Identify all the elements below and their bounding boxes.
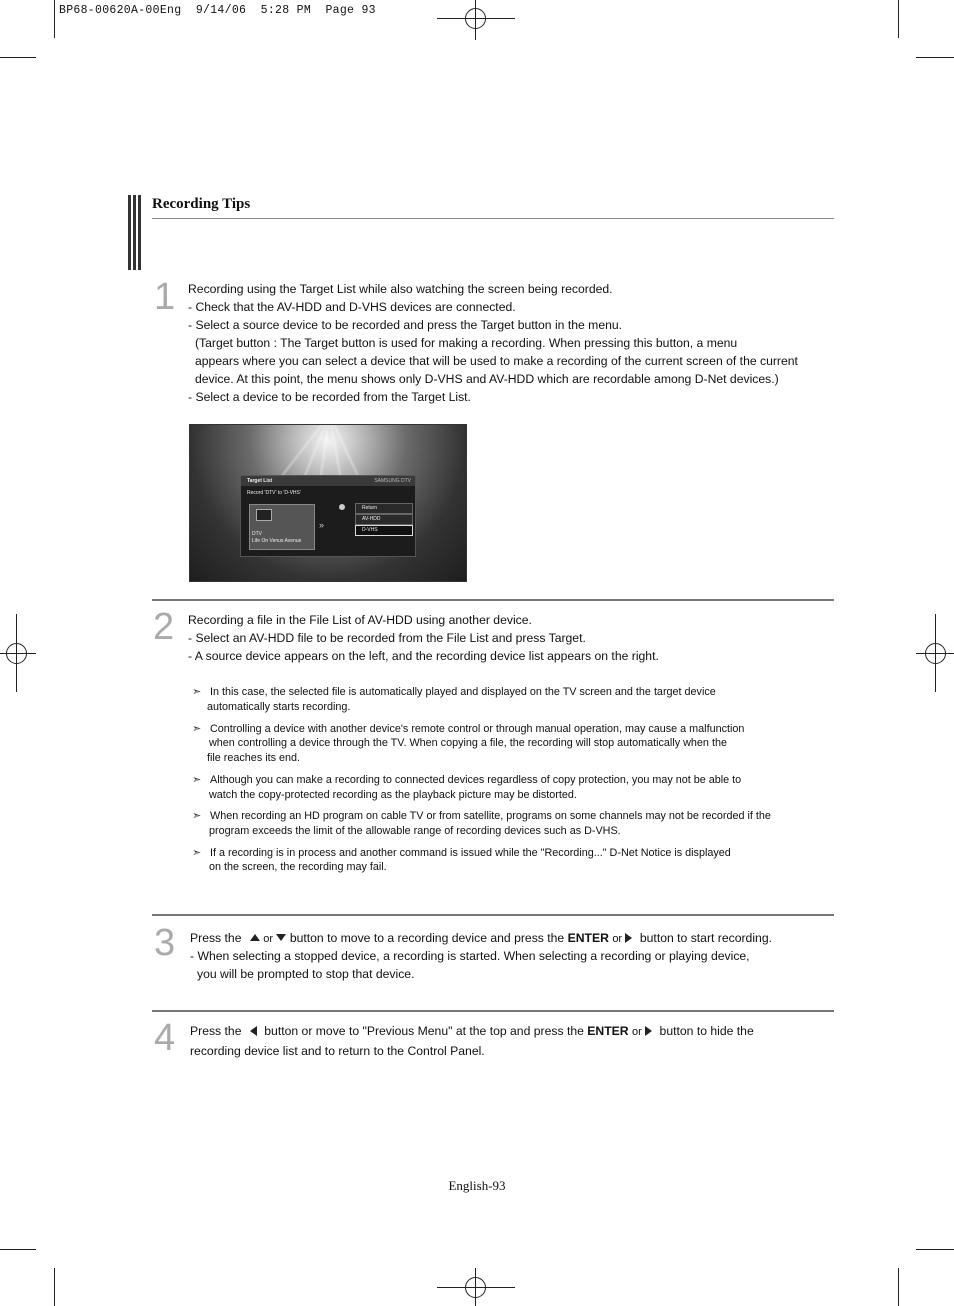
- print-header: BP68-00620A-00Eng 9/14/06 5:28 PM Page 93: [59, 4, 376, 17]
- step-4-number: 4: [154, 1017, 176, 1059]
- tv-screen-illustration: [189, 424, 467, 582]
- note-line: file reaches its end.: [207, 752, 301, 764]
- step-3-number: 3: [154, 922, 176, 964]
- right-arrow-icon: [645, 1026, 652, 1036]
- note-marker-icon: ➣: [192, 686, 202, 698]
- source-preview: [249, 504, 315, 550]
- title-bar-decoration: [128, 195, 142, 270]
- section-divider: [152, 1010, 834, 1012]
- registration-mark-left: [0, 614, 36, 692]
- right-arrow-icon: [625, 933, 632, 943]
- section-divider: [152, 914, 834, 916]
- step-1-line: Recording using the Target List while also watching the screen being recorded.: [188, 282, 613, 296]
- step-1-line: - Check that the AV-HDD and D-VHS devices are connected.: [188, 300, 516, 314]
- panel-title: Target List: [247, 478, 273, 484]
- step-3-instruction: Press the or button to move to a recording device and press the ENTER or button to start recording.: [190, 931, 772, 945]
- left-arrow-icon: [250, 1026, 257, 1036]
- step-2-number: 2: [153, 606, 175, 648]
- section-title: Recording Tips: [152, 196, 251, 212]
- device-item-d-vhs[interactable]: D-VHS: [355, 525, 413, 536]
- step-1-line: appears where you can select a device that will be used to make a recording of the current screen of the current: [195, 354, 798, 368]
- section-divider: [152, 599, 834, 601]
- note-line: When recording an HD program on cable TV or from satellite, programs on some channels may not be recorded if the: [210, 810, 771, 822]
- registration-mark-right: [916, 614, 954, 692]
- step-3-line: - When selecting a stopped device, a recording is started. When selecting a recording or playing device,: [190, 949, 750, 963]
- note-line: If a recording is in process and another command is issued while the "Recording..." D-Net Notice is displayed: [210, 847, 731, 859]
- brand-label: SAMSUNG DTV: [374, 478, 411, 484]
- arrow-icon: »: [319, 520, 325, 530]
- note-line: Although you can make a recording to connected devices regardless of copy protection, you may not be able to: [210, 774, 742, 786]
- source-name: DTV: [252, 531, 262, 537]
- step-2-line: - A source device appears on the left, and the recording device list appears on the right.: [188, 649, 659, 663]
- note-line: In this case, the selected file is automatically played and displayed on the TV screen and the target device: [210, 686, 716, 698]
- step-4-line: recording device list and to return to the Control Panel.: [190, 1044, 485, 1058]
- record-subtitle: Record 'DTV' to 'D-VHS': [247, 490, 301, 496]
- note-line: on the screen, the recording may fail.: [209, 861, 387, 873]
- up-arrow-icon: [250, 934, 260, 941]
- step-1-line: (Target button : The Target button is used for making a recording. When pressing this button, a menu: [195, 336, 738, 350]
- registration-mark-bottom: [437, 1268, 515, 1306]
- note-line: Controlling a device with another device's remote control or through manual operation, may cause a malfunction: [210, 723, 745, 735]
- note-line: when controlling a device through the TV. When copying a file, the recording will stop automatically when the: [209, 737, 727, 749]
- step-3-line: you will be prompted to stop that device.: [197, 967, 415, 981]
- disc-icon: [339, 504, 345, 510]
- step-1-line: device. At this point, the menu shows only D-VHS and AV-HDD which are recordable among D-Net devices.): [195, 372, 779, 386]
- note-marker-icon: ➣: [192, 774, 202, 786]
- note-marker-icon: ➣: [192, 810, 202, 822]
- note-marker-icon: ➣: [192, 847, 202, 859]
- page-number: English-93: [448, 1178, 506, 1193]
- note-marker-icon: ➣: [192, 723, 202, 735]
- down-arrow-icon: [276, 934, 286, 941]
- note-line: program exceeds the limit of the allowable range of recording devices such as D-VHS.: [209, 825, 621, 837]
- step-4-instruction: Press the button or move to "Previous Menu" at the top and press the ENTER or button to hide the: [190, 1024, 754, 1038]
- note-line: watch the copy-protected recording as the playback picture may be distorted.: [209, 789, 577, 801]
- device-item-av-hdd[interactable]: AV-HDD: [355, 514, 413, 525]
- target-list-panel: [240, 475, 416, 557]
- step-2-line: Recording a file in the File List of AV-HDD using another device.: [188, 613, 532, 627]
- step-2-line: - Select an AV-HDD file to be recorded from the File List and press Target.: [188, 631, 586, 645]
- device-item-return[interactable]: Return: [355, 503, 413, 514]
- registration-mark-top: [437, 0, 515, 40]
- step-1-number: 1: [154, 276, 176, 318]
- source-program: Life On Venus Avenue: [252, 538, 302, 544]
- step-1-line: - Select a device to be recorded from the Target List.: [188, 390, 471, 404]
- note-line: automatically starts recording.: [207, 701, 351, 713]
- title-rule: [152, 218, 834, 219]
- step-1-line: - Select a source device to be recorded and press the Target button in the menu.: [188, 318, 623, 332]
